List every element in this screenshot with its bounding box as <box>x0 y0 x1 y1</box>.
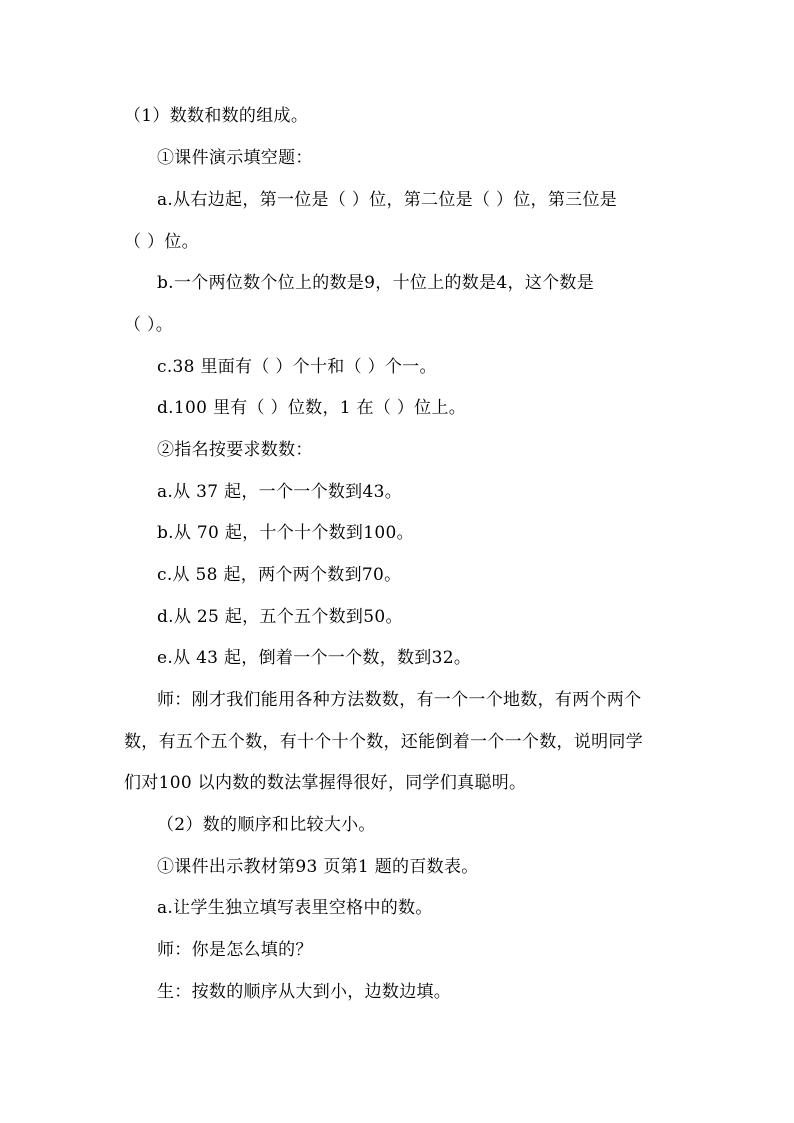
counting-e: e.从 43 起，倒着一个一个数，数到32。 <box>157 648 472 668</box>
counting-a: a.从 37 起，一个一个数到43。 <box>157 482 403 502</box>
question-a-line-2: （ ）位。 <box>124 232 199 252</box>
teacher-paragraph-line-1: 师：刚才我们能用各种方法数数，有一个一个地数，有两个两个 <box>157 690 642 710</box>
teacher-question: 师：你是怎么填的？ <box>157 940 313 960</box>
question-c: c.38 里面有（ ）个十和（ ）个一。 <box>157 357 437 377</box>
question-b-line-1: b.一个两位数个位上的数是9，十位上的数是4，这个数是 <box>157 273 595 293</box>
counting-b: b.从 70 起，十个十个数到100。 <box>157 523 414 543</box>
teacher-paragraph-line-2: 数，有五个五个数，有十个十个数，还能倒着一个一个数，说明同学 <box>124 732 643 752</box>
counting-d: d.从 25 起，五个五个数到50。 <box>157 607 403 627</box>
section-heading-1: （1）数数和数的组成。 <box>124 106 309 126</box>
section-heading-2: （2）数的顺序和比较大小。 <box>157 815 376 835</box>
student-answer: 生：按数的顺序从大到小，边数边填。 <box>157 982 452 1002</box>
question-a-line-1: a.从右边起，第一位是（ ）位，第二位是（ ）位，第三位是 <box>157 190 618 210</box>
teacher-paragraph-line-3: 们对100 以内数的数法掌握得很好，同学们真聪明。 <box>124 773 527 793</box>
task-a: a.让学生独立填写表里空格中的数。 <box>157 898 433 918</box>
subheading-hundred-chart: ①课件出示教材第93 页第1 题的百数表。 <box>157 857 479 877</box>
question-d: d.100 里有（ ）位数，1 在（ ）位上。 <box>157 398 467 418</box>
question-b-line-2: （ ）。 <box>124 315 174 335</box>
counting-c: c.从 58 起，两个两个数到70。 <box>157 565 402 585</box>
subheading-counting: ②指名按要求数数： <box>157 440 313 460</box>
subheading-courseware-fill: ①课件演示填空题： <box>157 148 313 168</box>
